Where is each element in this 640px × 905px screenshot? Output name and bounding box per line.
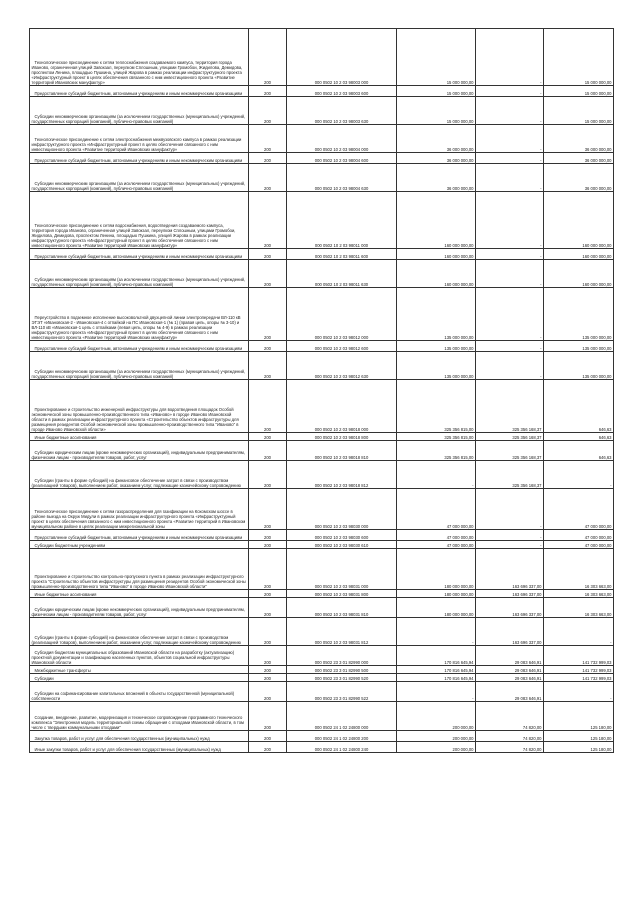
row-executed-amount: 29 083 646,91 xyxy=(476,666,544,674)
row-approved-amount: 160 000 000,00 xyxy=(397,192,476,249)
row-remaining-amount: 36 000 000,00 xyxy=(544,164,614,192)
row-name-text: Предоставление субсидий бюджетным, автономным учреждениям и иным некоммерческим организациям xyxy=(34,253,243,259)
table-row xyxy=(30,260,614,288)
row-remaining-amount: 160 000 000,00 xyxy=(544,260,614,288)
row-executed-amount: 163 696 337,00 xyxy=(476,598,544,618)
table-row xyxy=(30,590,614,598)
row-name xyxy=(30,549,249,590)
row-name-text: Иные закупки товаров, работ и услуг для обеспечения государственных (муниципальных) нужд xyxy=(34,746,221,752)
row-name-text: Иные бюджетные ассигнования xyxy=(34,591,97,597)
row-admin-code: 200 xyxy=(249,530,287,541)
table-row xyxy=(30,341,614,352)
row-budget-code: 000 0502 10 2 03 98004 630 xyxy=(287,164,397,192)
row-executed-amount: - xyxy=(476,249,544,260)
row-admin-code: 200 xyxy=(249,541,287,549)
row-budget-code: 000 0502 24 1 02 24800 000 xyxy=(287,702,397,731)
row-name-text: Субсидии некоммерческим организациям (за исключением государственных (муниципальных) учреждений, государственных корпораций (компаний), публично-правовых компаний) xyxy=(31,276,246,287)
row-executed-amount: - xyxy=(476,341,544,352)
row-approved-amount: 180 000 000,00 xyxy=(397,598,476,618)
row-executed-amount: - xyxy=(476,489,544,530)
row-approved-amount: 135 000 000,00 xyxy=(397,288,476,341)
row-executed-amount: - xyxy=(476,164,544,192)
row-name xyxy=(30,731,249,742)
row-admin-code: 200 xyxy=(249,97,287,125)
row-admin-code: 200 xyxy=(249,702,287,731)
row-executed-amount: 29 083 646,91 xyxy=(476,674,544,682)
row-name-text: Субсидии некоммерческим организациям (за исключением государственных (муниципальных) учреждений, государственных корпораций (компаний), публично-правовых компаний) xyxy=(31,368,246,379)
row-name xyxy=(30,666,249,674)
row-admin-code: 200 xyxy=(249,433,287,441)
row-name xyxy=(30,489,249,530)
row-name-text: Иные бюджетные ассигнования xyxy=(34,434,97,440)
table-row xyxy=(30,541,614,549)
row-name xyxy=(30,341,249,352)
row-budget-code: 000 0502 10 2 03 98011 630 xyxy=(287,260,397,288)
row-executed-amount: 163 696 337,00 xyxy=(476,590,544,598)
row-name xyxy=(30,380,249,433)
row-budget-code: 000 0502 10 2 03 98012 630 xyxy=(287,352,397,380)
row-remaining-amount: 15 000 000,00 xyxy=(544,86,614,97)
row-approved-amount: - xyxy=(397,618,476,646)
row-name-text: Межбюджетные трансферты xyxy=(34,667,91,673)
row-admin-code: 200 xyxy=(249,590,287,598)
row-admin-code: 200 xyxy=(249,341,287,352)
row-approved-amount: 15 000 000,00 xyxy=(397,86,476,97)
row-name-text: Проектирование и строительство инженерной инфраструктуры для водоотведения площадок Особой экономической зоны промышленно-производственного типа «Иваново» в городе Иваново Ивановской области в рамках реализации инфраструктурного проекта «Строительство объектов инфраструктуры для размещения резидентов Особой экономической зоны промышленно-производственного типа "Иваново" в городе Иваново Ивановской области» xyxy=(31,406,239,432)
row-name xyxy=(30,598,249,618)
row-remaining-amount: 135 000 000,00 xyxy=(544,352,614,380)
row-budget-code: 000 0502 10 2 03 98004 600 xyxy=(287,153,397,164)
row-executed-amount: - xyxy=(476,541,544,549)
row-admin-code: 200 xyxy=(249,153,287,164)
table-row xyxy=(30,441,614,461)
row-executed-amount: 74 820,00 xyxy=(476,742,544,753)
row-name xyxy=(30,530,249,541)
row-name xyxy=(30,618,249,646)
row-budget-code: 000 0502 10 2 03 98012 600 xyxy=(287,341,397,352)
table-row xyxy=(30,742,614,753)
row-budget-code: 000 0502 24 1 02 24800 240 xyxy=(287,742,397,753)
row-remaining-amount: 125 180,00 xyxy=(544,731,614,742)
row-name xyxy=(30,590,249,598)
row-name-text: Предоставление субсидий бюджетным, автономным учреждениям и иным некоммерческим организациям xyxy=(34,90,243,96)
row-admin-code: 200 xyxy=(249,441,287,461)
row-admin-code: 200 xyxy=(249,646,287,666)
row-remaining-amount: 36 000 000,00 xyxy=(544,125,614,153)
table-row xyxy=(30,125,614,153)
row-budget-code: 000 0502 10 2 03 98031 810 xyxy=(287,598,397,618)
row-executed-amount: 325 356 168,37 xyxy=(476,433,544,441)
row-name xyxy=(30,433,249,441)
row-remaining-amount: 646,63 xyxy=(544,441,614,461)
row-admin-code: 200 xyxy=(249,742,287,753)
row-approved-amount: 325 356 815,00 xyxy=(397,441,476,461)
row-admin-code: 200 xyxy=(249,489,287,530)
row-admin-code: 200 xyxy=(249,192,287,249)
budget-execution-table xyxy=(29,28,614,753)
row-executed-amount: - xyxy=(476,125,544,153)
table-row xyxy=(30,97,614,125)
table-row xyxy=(30,666,614,674)
row-executed-amount: - xyxy=(476,29,544,86)
row-approved-amount: 325 356 815,00 xyxy=(397,380,476,433)
table-row xyxy=(30,646,614,666)
table-body xyxy=(30,29,614,753)
table-row xyxy=(30,288,614,341)
table-row xyxy=(30,461,614,489)
table-row xyxy=(30,29,614,86)
row-remaining-amount: 16 303 663,00 xyxy=(544,549,614,590)
table-row xyxy=(30,549,614,590)
row-admin-code: 200 xyxy=(249,461,287,489)
row-approved-amount: 47 000 000,00 xyxy=(397,541,476,549)
row-approved-amount: 47 000 000,00 xyxy=(397,489,476,530)
row-budget-code: 000 0502 10 2 03 98031 000 xyxy=(287,549,397,590)
row-executed-amount: 163 696 337,00 xyxy=(476,549,544,590)
row-name xyxy=(30,125,249,153)
row-name xyxy=(30,742,249,753)
row-name-text: Технологическое присоединение к сетям водоснабжения, водоотведения создаваемого кампуса, территория города Иваново, ограниченная улицей Завокзал, переулком Сплошным, улицами Громобои, Жидилова, Демидова, проспектом Ленина, площадью Пушкина, улицей Жарова в рамках реализации инфраструктурного проекта «Инфраструктурный проект в целях обеспечения связанного с ним инвестиционного проекта «Развитие территорий Ивановских мануфактур» xyxy=(31,222,236,248)
row-executed-amount: - xyxy=(476,153,544,164)
table-row xyxy=(30,153,614,164)
table-row xyxy=(30,731,614,742)
row-name-text: Субсидия бюджетам муниципальных образований Ивановской области на разработку (актуализацию) проектной документации и газификацию населенных пунктов, объектов социальной инфраструктуры Ивановской области xyxy=(31,649,235,665)
row-approved-amount: 135 000 000,00 xyxy=(397,341,476,352)
row-executed-amount: 163 696 337,00 xyxy=(476,618,544,646)
row-budget-code: 000 0502 10 2 03 98011 600 xyxy=(287,249,397,260)
row-remaining-amount: - xyxy=(544,618,614,646)
row-executed-amount: - xyxy=(476,288,544,341)
table-row xyxy=(30,164,614,192)
row-approved-amount: 170 816 645,94 xyxy=(397,674,476,682)
row-approved-amount: 325 356 815,00 xyxy=(397,433,476,441)
row-approved-amount: 200 000,00 xyxy=(397,742,476,753)
row-name xyxy=(30,682,249,702)
row-remaining-amount: 125 180,00 xyxy=(544,742,614,753)
row-executed-amount: - xyxy=(476,260,544,288)
row-admin-code: 200 xyxy=(249,598,287,618)
row-name-text: Создание, внедрение, развитие, модернизация и техническое сопровождение программного технического комплекса "Электронная модель территориальной схемы обращения с отходами Ивановской области, в том числе с твердыми коммунальными отходами" xyxy=(31,714,244,730)
row-budget-code: 000 0502 10 2 03 98030 600 xyxy=(287,530,397,541)
row-budget-code: 000 0502 10 2 03 98004 000 xyxy=(287,125,397,153)
row-budget-code: 000 0502 10 2 03 98018 800 xyxy=(287,433,397,441)
row-admin-code: 200 xyxy=(249,549,287,590)
row-approved-amount: 200 000,00 xyxy=(397,731,476,742)
table-row xyxy=(30,352,614,380)
row-name-text: Технологическое присоединение к сетям теплоснабжения создаваемого кампуса, территория города Иваново, ограниченная улицей Завокзал, переулком Сплошным, улицами Громобои, Жидилова, Демидова, проспектом Ленина, площадью Пушкина, улицей Жарова в рамках реализации инфраструктурного проекта «Инфраструктурный проект в целях обеспечения связанного с ним инвестиционного проекта «Развитие территорий Ивановских мануфактур» xyxy=(31,59,243,85)
row-budget-code: 000 0502 10 2 03 98018 810 xyxy=(287,441,397,461)
table-row xyxy=(30,489,614,530)
row-name xyxy=(30,192,249,249)
row-admin-code: 200 xyxy=(249,29,287,86)
row-name xyxy=(30,441,249,461)
row-name-text: Субсидии юридическим лицам (кроме некоммерческих организаций), индивидуальным предпринимателям, физическим лицам - производителям товаров, работ, услуг xyxy=(31,449,245,460)
table-row xyxy=(30,618,614,646)
row-admin-code: 200 xyxy=(249,666,287,674)
row-budget-code: 000 0502 10 2 03 98030 610 xyxy=(287,541,397,549)
row-admin-code: 200 xyxy=(249,618,287,646)
row-budget-code: 000 0502 23 3 01 82990 500 xyxy=(287,666,397,674)
row-approved-amount: 170 816 645,94 xyxy=(397,646,476,666)
row-approved-amount: 160 000 000,00 xyxy=(397,249,476,260)
row-budget-code: 000 0502 10 2 03 98012 000 xyxy=(287,288,397,341)
row-remaining-amount: 135 000 000,00 xyxy=(544,288,614,341)
row-name-text: Закупка товаров, работ и услуг для обеспечения государственных (муниципальных) нужд xyxy=(34,735,210,741)
row-approved-amount: 180 000 000,00 xyxy=(397,590,476,598)
row-admin-code: 200 xyxy=(249,260,287,288)
row-remaining-amount: 135 000 000,00 xyxy=(544,341,614,352)
row-name-text: Переустройство в подземное исполнение высоковольтной двухцепной линии электропередачи ВЛ-110 кВ ЭТЭТ «Ивановская-2 - Ивановская-4 с отпайкой на ПС Ивановская-1 (№ 1) (правая цепь, опоры № 3-10) и ВЛ-110 кВ «Ивановская-1 цепь с отпайками (левая цепь, опоры № 4-9) в рамках реализации инфраструктурного проекта «Инфраструктурный проект в целях обеспечения связанного с ним инвестиционного проекта «Развитие территорий Ивановских мануфактур» xyxy=(31,314,241,340)
row-budget-code: 000 0502 23 3 01 82990 520 xyxy=(287,674,397,682)
row-name-text: Субсидии юридическим лицам (кроме некоммерческих организаций), индивидуальным предпринимателям, физическим лицам - производителям товаров, работ, услуг xyxy=(31,606,245,617)
table-row xyxy=(30,433,614,441)
row-name xyxy=(30,249,249,260)
row-budget-code: 000 0502 23 3 01 82990 000 xyxy=(287,646,397,666)
row-approved-amount: 135 000 000,00 xyxy=(397,352,476,380)
row-budget-code: 000 0502 10 2 03 98003 630 xyxy=(287,97,397,125)
row-approved-amount: 160 000 000,00 xyxy=(397,260,476,288)
row-name xyxy=(30,29,249,86)
row-name xyxy=(30,461,249,489)
row-approved-amount: 15 000 000,00 xyxy=(397,97,476,125)
row-executed-amount: 74 820,00 xyxy=(476,731,544,742)
row-executed-amount: 74 820,00 xyxy=(476,702,544,731)
row-admin-code: 200 xyxy=(249,731,287,742)
row-name-text: Субсидии (гранты в форме субсидий) на финансовое обеспечение затрат в связи с производством (реализацией товаров), выполнением работ, оказанием услуг, подлежащие казначейскому сопровождению xyxy=(31,634,241,645)
row-name xyxy=(30,674,249,682)
row-admin-code: 200 xyxy=(249,249,287,260)
row-remaining-amount: 141 732 999,03 xyxy=(544,666,614,674)
row-approved-amount: 36 000 000,00 xyxy=(397,125,476,153)
row-remaining-amount: 47 000 000,00 xyxy=(544,489,614,530)
row-executed-amount: 325 356 168,37 xyxy=(476,380,544,433)
row-remaining-amount: 47 000 000,00 xyxy=(544,541,614,549)
row-name xyxy=(30,86,249,97)
row-name-text: Субсидии xyxy=(34,675,54,681)
row-name-text: Субсидии бюджетным учреждениям xyxy=(34,542,106,548)
row-remaining-amount: 125 180,00 xyxy=(544,702,614,731)
row-executed-amount: - xyxy=(476,192,544,249)
row-remaining-amount: 47 000 000,00 xyxy=(544,530,614,541)
row-admin-code: 200 xyxy=(249,164,287,192)
row-remaining-amount: 160 000 000,00 xyxy=(544,192,614,249)
row-budget-code: 000 0502 10 2 03 98018 000 xyxy=(287,380,397,433)
table-row xyxy=(30,86,614,97)
row-admin-code: 200 xyxy=(249,288,287,341)
table-row xyxy=(30,530,614,541)
row-executed-amount: 325 356 168,37 xyxy=(476,461,544,489)
row-budget-code: 000 0502 10 2 03 98031 812 xyxy=(287,618,397,646)
row-remaining-amount: 141 732 999,03 xyxy=(544,674,614,682)
row-budget-code: 000 0502 10 2 03 98030 000 xyxy=(287,489,397,530)
row-name xyxy=(30,541,249,549)
row-name xyxy=(30,352,249,380)
row-executed-amount: - xyxy=(476,97,544,125)
row-budget-code: 000 0502 24 1 02 24800 200 xyxy=(287,731,397,742)
row-executed-amount: 29 083 646,91 xyxy=(476,682,544,702)
row-executed-amount: 325 356 168,37 xyxy=(476,441,544,461)
table-row xyxy=(30,249,614,260)
row-name-text: Проектирование и строительство контрольно-пропускного пункта в рамках реализации инфраструктурного проекта "Строительство объектов инфраструктуры для размещения резидентов Особой экономической зоны промышленно-производственного типа "Иваново" в городе Иваново Ивановской области" xyxy=(31,573,246,589)
row-admin-code: 200 xyxy=(249,125,287,153)
row-approved-amount: 180 000 000,00 xyxy=(397,549,476,590)
row-approved-amount: 47 000 000,00 xyxy=(397,530,476,541)
row-name xyxy=(30,164,249,192)
row-name xyxy=(30,702,249,731)
row-remaining-amount: 36 000 000,00 xyxy=(544,153,614,164)
row-approved-amount: 15 000 000,00 xyxy=(397,29,476,86)
row-name-text: Субсидии на софинансирование капитальных вложений в объекты государственной (муниципальной) собственности xyxy=(31,690,235,701)
table-row xyxy=(30,598,614,618)
row-name-text: Субсидии (гранты в форме субсидий) на финансовое обеспечение затрат в связи с производством (реализацией товаров), выполнением работ, оказанием услуг, подлежащие казначейскому сопровождению xyxy=(31,477,241,488)
row-remaining-amount: 646,63 xyxy=(544,380,614,433)
row-name xyxy=(30,153,249,164)
row-name-text: Субсидии некоммерческим организациям (за исключением государственных (муниципальных) учреждений, государственных корпораций (компаний), публично-правовых компаний) xyxy=(31,180,246,191)
row-admin-code: 200 xyxy=(249,86,287,97)
row-remaining-amount: - xyxy=(544,682,614,702)
row-name-text: Предоставление субсидий бюджетным, автономным учреждениям и иным некоммерческим организациям xyxy=(34,345,243,351)
row-name xyxy=(30,288,249,341)
row-budget-code: 000 0502 23 3 01 82990 522 xyxy=(287,682,397,702)
row-admin-code: 200 xyxy=(249,380,287,433)
row-name-text: Предоставление субсидий бюджетным, автономным учреждениям и иным некоммерческим организациям xyxy=(34,157,243,163)
row-executed-amount: 29 083 646,91 xyxy=(476,646,544,666)
row-approved-amount: 36 000 000,00 xyxy=(397,153,476,164)
row-name xyxy=(30,260,249,288)
row-budget-code: 000 0502 10 2 03 98011 000 xyxy=(287,192,397,249)
row-remaining-amount: 15 000 000,00 xyxy=(544,97,614,125)
row-remaining-amount: 646,63 xyxy=(544,433,614,441)
row-remaining-amount: 15 000 000,00 xyxy=(544,29,614,86)
row-approved-amount: - xyxy=(397,461,476,489)
row-executed-amount: - xyxy=(476,530,544,541)
row-name xyxy=(30,646,249,666)
row-budget-code: 000 0502 10 2 03 98031 800 xyxy=(287,590,397,598)
row-remaining-amount: 16 303 663,00 xyxy=(544,598,614,618)
row-name xyxy=(30,97,249,125)
row-remaining-amount: 141 732 999,03 xyxy=(544,646,614,666)
row-executed-amount: - xyxy=(476,86,544,97)
row-name-text: Предоставление субсидий бюджетным, автономным учреждениям и иным некоммерческим организациям xyxy=(34,534,243,540)
row-remaining-amount: 160 000 000,00 xyxy=(544,249,614,260)
row-executed-amount: - xyxy=(476,352,544,380)
table-row xyxy=(30,682,614,702)
row-budget-code: 000 0502 10 2 03 98003 000 xyxy=(287,29,397,86)
row-name-text: Технологическое присоединение к сетям электроснабжения межвузовского кампуса в рамках реализации инфраструктурного проекта «Инфраструктурный проект в целях обеспечения связанного с ним инвестиционного проекта «Развитие территорий Ивановских мануфактур» xyxy=(31,136,242,152)
row-admin-code: 200 xyxy=(249,682,287,702)
row-admin-code: 200 xyxy=(249,352,287,380)
row-approved-amount: 36 000 000,00 xyxy=(397,164,476,192)
row-remaining-amount: 16 303 663,00 xyxy=(544,590,614,598)
table-row xyxy=(30,702,614,731)
table-row xyxy=(30,380,614,433)
row-name-text: Технологическое присоединение к сетям газораспределения для газификации на Кохомском шоссе в районе выезда на Окруж Мидули в рамках реализации инфраструктурного проекта «Инфраструктурный проект в целях обеспечения связанного с ним инвестиционного проекта «Развитие территорий в Ивановском муниципальном районе в целях реализации межрегиональной зоны xyxy=(31,508,246,529)
row-name-text: Субсидии некоммерческим организациям (за исключением государственных (муниципальных) учреждений, государственных корпораций (компаний), публично-правовых компаний) xyxy=(31,113,246,124)
budget-report-page xyxy=(29,28,613,753)
table-row xyxy=(30,192,614,249)
table-row xyxy=(30,674,614,682)
row-budget-code: 000 0502 10 2 03 98003 600 xyxy=(287,86,397,97)
row-approved-amount: - xyxy=(397,682,476,702)
row-budget-code: 000 0502 10 2 03 98018 812 xyxy=(287,461,397,489)
row-approved-amount: 170 816 645,94 xyxy=(397,666,476,674)
row-admin-code: 200 xyxy=(249,674,287,682)
row-approved-amount: 200 000,00 xyxy=(397,702,476,731)
row-remaining-amount: - xyxy=(544,461,614,489)
